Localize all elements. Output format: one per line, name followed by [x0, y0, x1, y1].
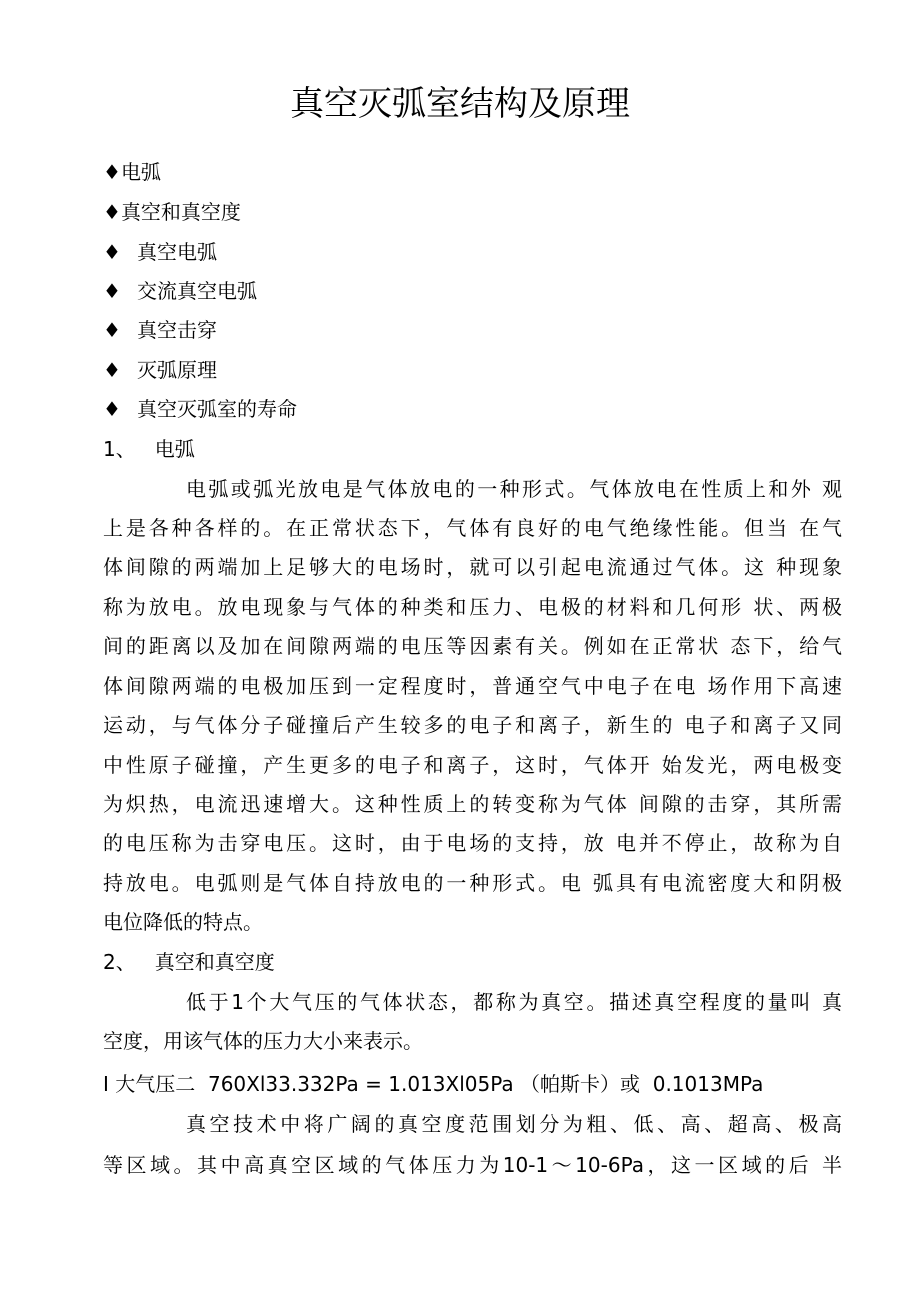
paragraph-line: 体间隙的两端加上足够大的电场时，就可以引起电流通过气体。这 种现象	[103, 555, 842, 579]
section-heading: 2、 真空和真空度	[103, 950, 275, 974]
toc-item: ♦ 真空电弧	[103, 240, 217, 264]
toc-item: ♦ 真空灭弧室的寿命	[103, 397, 297, 421]
paragraph-line: 称为放电。放电现象与气体的种类和压力、电极的材料和几何形 状、两极	[103, 595, 842, 619]
paragraph-line: 中性原子碰撞，产生更多的电子和离子，这时，气体开 始发光，两电极变	[103, 753, 842, 777]
paragraph-line: 体间隙两端的电极加压到一定程度时，普通空气中电子在电 场作用下高速	[103, 674, 842, 698]
paragraph-line: 间的距离以及加在间隙两端的电压等因素有关。例如在正常状 态下，给气	[103, 634, 842, 658]
paragraph-line: 真空技术中将广阔的真空度范围划分为粗、低、高、超高、极高	[186, 1112, 842, 1136]
formula-line: I 大气压二 760Xl33.332Pa = 1.013Xl05Pa （帕斯卡）或 0.1013MPa	[103, 1072, 764, 1096]
section-heading: 1、 电弧	[103, 437, 195, 461]
paragraph-line: 电弧或弧光放电是气体放电的一种形式。气体放电在性质上和外 观	[186, 477, 842, 501]
toc-item: ♦真空和真空度	[103, 200, 241, 224]
paragraph-line: 持放电。电弧则是气体自持放电的一种形式。电 弧具有电流密度大和阴极	[103, 871, 842, 895]
toc-item: ♦电弧	[103, 160, 161, 184]
paragraph-line: 低于1个大气压的气体状态，都称为真空。描述真空程度的量叫 真	[186, 990, 842, 1014]
toc-item: ♦ 灭弧原理	[103, 358, 217, 382]
paragraph-line: 运动，与气体分子碰撞后产生较多的电子和离子，新生的 电子和离子又同	[103, 713, 842, 737]
paragraph-line: 等区域。其中高真空区域的气体压力为10-1〜10-6Pa，这一区域的后 半	[103, 1153, 842, 1177]
toc-item: ♦ 真空击穿	[103, 318, 217, 342]
paragraph-line: 电位降低的特点。	[103, 910, 263, 934]
paragraph-line: 上是各种各样的。在正常状态下，气体有良好的电气绝缘性能。但当 在气	[103, 516, 842, 540]
toc-item: ♦ 交流真空电弧	[103, 279, 257, 303]
paragraph-line: 的电压称为击穿电压。这时，由于电场的支持，放 电并不停止，故称为自	[103, 831, 842, 855]
document-title: 真空灭弧室结构及原理	[290, 84, 630, 124]
paragraph-line: 为炽热，电流迅速增大。这种性质上的转变称为气体 间隙的击穿，其所需	[103, 792, 842, 816]
paragraph-line: 空度，用该气体的压力大小来表示。	[103, 1029, 423, 1053]
